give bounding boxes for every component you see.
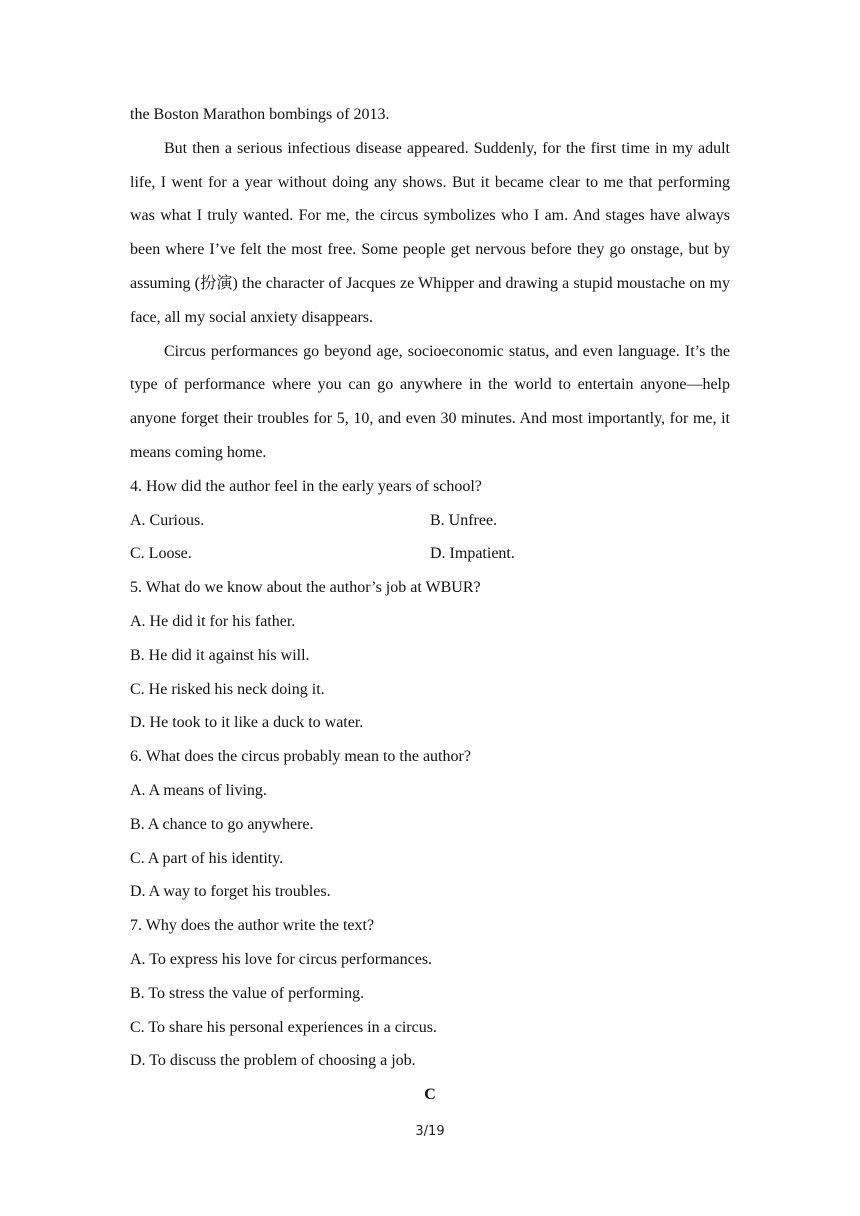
option-d: D. A way to forget his troubles.: [130, 883, 331, 901]
passage-paragraph: But then a serious infectious disease appeared. Suddenly, for the first time in my adult life, I went for a year without doing any shows. But it became clear to me that performing was what I truly wanted. For me, the circus symbolizes who I am. And stages have always been where I’ve felt the most free. Some people get nervous before they go onstage, but by assuming (扮演) the character of Jacques ze Whipper and drawing a stupid moustache on my face, all my social anxiety disappears.: [130, 139, 730, 326]
option-a: A. Curious.: [130, 511, 205, 529]
option-b: B. A chance to go anywhere.: [130, 815, 314, 833]
option-d: D. He took to it like a duck to water.: [130, 714, 364, 732]
options-row: [130, 504, 730, 538]
question-4: [130, 470, 730, 571]
option-b: B. Unfree.: [430, 511, 498, 529]
option-d: D. Impatient.: [430, 545, 515, 563]
page-number: 3/19: [415, 1124, 445, 1139]
passage-paragraph: Circus performances go beyond age, socioeconomic status, and even language. It’s the type of performance where you can go anywhere in the world to entertain anyone—help anyone forget their troubles for 5, 10, and even 30 minutes. And most importantly, for me, it means coming home.: [130, 342, 730, 461]
question-stem: 5. What do we know about the author’s job at WBUR?: [130, 579, 481, 597]
option-a: A. He did it for his father.: [130, 612, 296, 630]
option-c: C. A part of his identity.: [130, 849, 284, 867]
question-stem: 7. Why does the author write the text?: [130, 917, 375, 935]
passage-paragraph: the Boston Marathon bombings of 2013.: [130, 106, 390, 123]
option-b: B. To stress the value of performing.: [130, 984, 365, 1002]
question-7: [130, 909, 730, 1078]
option-b: B. He did it against his will.: [130, 646, 310, 664]
question-stem: 4. How did the author feel in the early years of school?: [130, 477, 482, 495]
section-heading: C: [424, 1086, 436, 1104]
question-6: [130, 740, 730, 909]
question-stem: 6. What does the circus probably mean to the author?: [130, 748, 471, 766]
option-c: C. Loose.: [130, 545, 192, 563]
options-row: [130, 537, 730, 571]
option-d: D. To discuss the problem of choosing a job.: [130, 1052, 416, 1070]
option-a: A. A means of living.: [130, 781, 267, 799]
option-c: C. He risked his neck doing it.: [130, 680, 325, 698]
document-page: [130, 98, 730, 1112]
passage: [130, 98, 730, 470]
option-a: A. To express his love for circus performances.: [130, 950, 433, 968]
question-5: [130, 571, 730, 740]
option-c: C. To share his personal experiences in a circus.: [130, 1018, 437, 1036]
